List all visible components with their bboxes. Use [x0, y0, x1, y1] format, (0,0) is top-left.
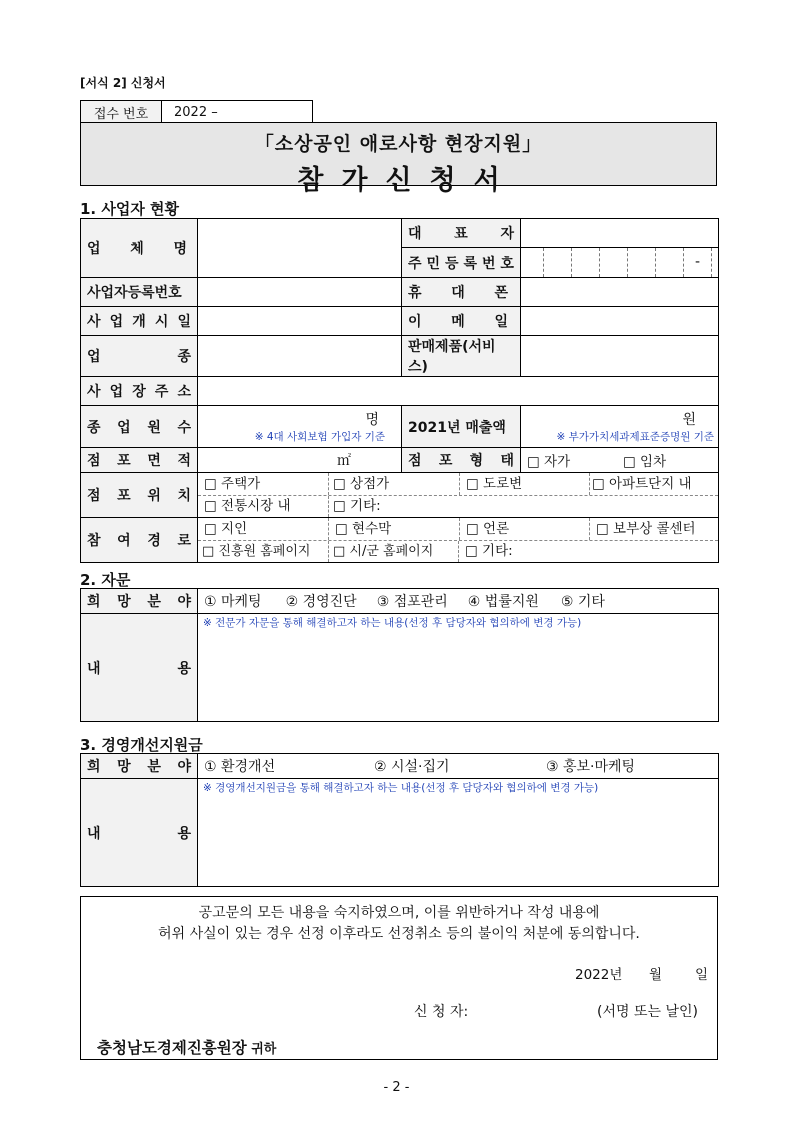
consult-option-other[interactable]: ⑤ 기타	[560, 594, 605, 610]
store-type-field	[521, 448, 719, 473]
start-date-label: 사 업 개 시 일	[81, 307, 198, 336]
fund-content-field[interactable]	[198, 779, 719, 887]
fund-option-facility[interactable]: ② 시설·집기	[374, 759, 450, 775]
products-label: 판매제품(서비스)	[402, 336, 521, 377]
products-field[interactable]	[521, 336, 719, 377]
employees-label: 종 업 원 수	[81, 406, 198, 448]
consult-field-label: 희 망 분 야	[81, 589, 198, 614]
location-shopping[interactable]: □ 상점가	[333, 476, 390, 492]
email-field[interactable]	[521, 307, 719, 336]
route-agency-site[interactable]: □ 진흥원 홈페이지	[198, 541, 329, 562]
representative-field[interactable]	[521, 219, 719, 248]
sales-unit: 원	[682, 412, 696, 428]
location-residential[interactable]: □ 주택가	[198, 473, 329, 495]
location-roadside[interactable]: □ 도로변	[459, 473, 589, 495]
business-info-table	[80, 218, 719, 563]
store-type-own[interactable]: □ 자가	[527, 454, 571, 470]
fund-option-environment[interactable]: ① 환경개선	[204, 759, 276, 775]
employees-unit: 명	[365, 412, 379, 428]
date-year: 2022년	[575, 967, 623, 983]
biz-reg-no-label: 사업자등록번호	[81, 278, 198, 307]
date-day: 일	[695, 967, 709, 983]
section3-heading: 3. 경영개선지원금	[80, 736, 203, 754]
section1-heading: 1. 사업자 현황	[80, 200, 180, 218]
industry-label: 업 종	[81, 336, 198, 377]
fund-field-label: 희 망 분 야	[81, 754, 198, 779]
route-callcenter[interactable]: □ 보부상 콜센터	[589, 518, 716, 540]
receipt-box	[80, 100, 313, 124]
applicant-name-field[interactable]	[481, 999, 581, 1019]
declaration-box	[80, 896, 718, 1060]
consult-option-store[interactable]: ③ 점포관리	[376, 594, 448, 610]
resident-no-field[interactable]	[521, 248, 719, 278]
route-label: 참 여 경 로	[81, 518, 198, 563]
consult-note: ※ 전문가 자문을 통해 해결하고자 하는 내용(선정 후 담당자와 협의하에 변경 가능)	[203, 617, 582, 629]
fund-options	[198, 754, 719, 779]
consult-option-diagnosis[interactable]: ② 경영진단	[285, 594, 357, 610]
industry-field[interactable]	[198, 336, 402, 377]
address-label: 사 업 장 주 소	[81, 377, 198, 406]
route-field	[198, 518, 719, 563]
route-other[interactable]: □ 기타:	[465, 543, 513, 559]
consulting-table	[80, 588, 719, 722]
email-label: 이 메 일	[402, 307, 521, 336]
addressee	[97, 1036, 276, 1058]
employees-note: ※ 4대 사회보험 가입자 기준	[254, 431, 385, 443]
company-name-field[interactable]	[198, 219, 402, 278]
consult-content-field[interactable]	[198, 614, 719, 722]
fund-note: ※ 경영개선지원금을 통해 해결하고자 하는 내용(선정 후 담당자와 협의하에 변경 가능)	[203, 782, 599, 794]
resident-no-label: 주 민 등 록 번 호	[402, 248, 521, 278]
resident-dash: -	[683, 248, 711, 277]
store-type-rent[interactable]: □ 임차	[623, 454, 667, 470]
page-number: - 2 -	[383, 1080, 410, 1095]
addressee-suffix: 귀하	[251, 1042, 277, 1057]
fund-option-promotion[interactable]: ③ 홍보·마케팅	[546, 759, 636, 775]
mobile-field[interactable]	[521, 278, 719, 307]
title-box	[80, 122, 717, 196]
title-line2: 참가신청서	[297, 165, 518, 196]
area-unit: ㎡	[337, 453, 351, 469]
company-name-label: 업 체 명	[81, 219, 198, 278]
signature-label: (서명 또는 날인)	[597, 1004, 698, 1020]
mobile-label: 휴 대 폰	[402, 278, 521, 307]
sales-field[interactable]	[521, 406, 719, 448]
route-press[interactable]: □ 언론	[459, 518, 589, 540]
consult-option-marketing[interactable]: ① 마케팅	[204, 594, 262, 610]
title-line1: 「소상공인 애로사항 현장지원」	[254, 133, 543, 155]
date-month: 월	[649, 967, 663, 983]
addressee-name: 충청남도경제진흥원장	[97, 1039, 247, 1057]
consult-options	[198, 589, 719, 614]
fund-content-label: 내 용	[81, 779, 198, 887]
employees-field[interactable]	[198, 406, 402, 448]
declaration-line2: 허위 사실이 있는 경우 선정 이후라도 선정취소 등의 불이익 처분에 동의합니다.	[158, 926, 640, 942]
representative-label: 대 표 자	[402, 219, 521, 248]
receipt-label: 접수 번호	[81, 101, 162, 124]
area-label: 점 포 면 적	[81, 448, 198, 473]
declaration-line1: 공고문의 모든 내용을 숙지하였으며, 이를 위반하거나 작성 내용에	[198, 905, 600, 921]
sales-label: 2021년 매출액	[402, 406, 521, 448]
address-field[interactable]	[198, 377, 719, 406]
location-apartment[interactable]: □ 아파트단지 내	[589, 473, 716, 495]
form-tag: [서식 2] 신청서	[80, 76, 166, 90]
consult-option-legal[interactable]: ④ 법률지원	[467, 594, 539, 610]
route-city-site[interactable]: □ 시/군 홈페이지	[329, 541, 459, 562]
route-banner[interactable]: □ 현수막	[335, 521, 392, 537]
location-field	[198, 473, 719, 518]
store-type-label: 점 포 형 태	[402, 448, 521, 473]
sales-note: ※ 부가가치세과제표준증명원 기준	[556, 431, 714, 443]
applicant-label: 신 청 자:	[414, 1004, 469, 1020]
consult-content-label: 내 용	[81, 614, 198, 722]
receipt-value[interactable]: 2022 –	[162, 101, 313, 124]
section2-heading: 2. 자문	[80, 571, 131, 589]
location-label: 점 포 위 치	[81, 473, 198, 518]
support-fund-table	[80, 753, 719, 887]
area-field[interactable]	[198, 448, 402, 473]
location-other[interactable]: □ 기타:	[333, 498, 381, 514]
start-date-field[interactable]	[198, 307, 402, 336]
location-market[interactable]: □ 전통시장 내	[198, 496, 329, 517]
route-acquaintance[interactable]: □ 지인	[198, 518, 329, 540]
biz-reg-no-field[interactable]	[198, 278, 402, 307]
